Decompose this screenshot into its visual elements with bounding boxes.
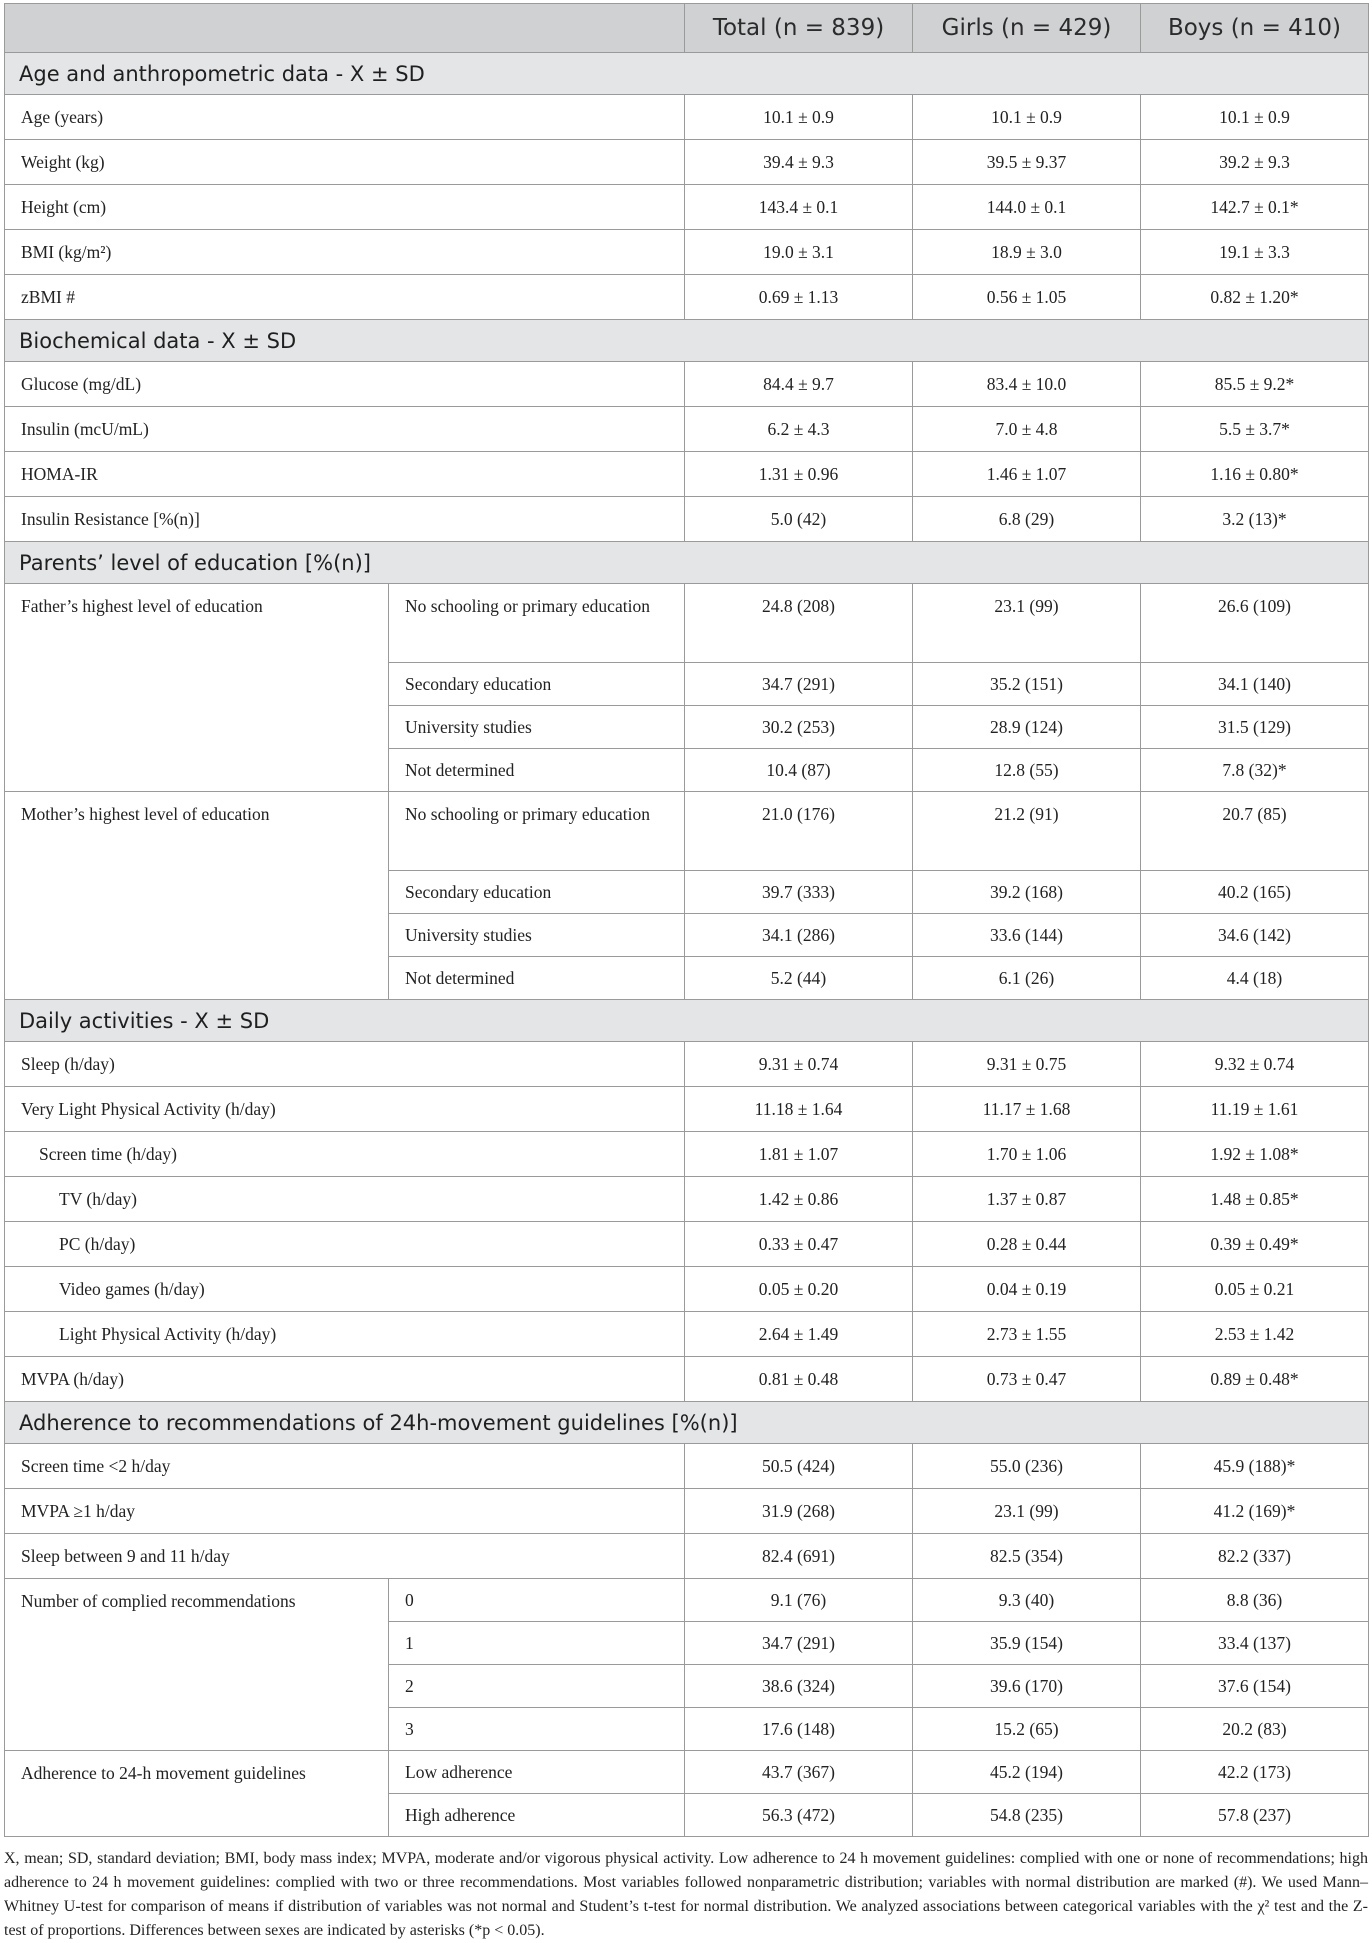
row-label: MVPA ≥1 h/day — [5, 1489, 685, 1534]
row-label: TV (h/day) — [5, 1177, 685, 1222]
row-label: Age (years) — [5, 95, 685, 140]
cell-boys: 1.16 ± 0.80* — [1141, 452, 1369, 497]
table-row — [5, 497, 1369, 542]
sub-label: No schooling or primary education — [389, 584, 685, 663]
header-blank — [5, 4, 685, 53]
header-boys: Boys (n = 410) — [1141, 4, 1369, 53]
cell-girls: 9.3 (40) — [913, 1579, 1141, 1622]
cell-boys: 2.53 ± 1.42 — [1141, 1312, 1369, 1357]
section-row — [5, 1000, 1369, 1042]
cell-girls: 1.70 ± 1.06 — [913, 1132, 1141, 1177]
cell-boys: 85.5 ± 9.2* — [1141, 362, 1369, 407]
cell-boys: 42.2 (173) — [1141, 1751, 1369, 1794]
cell-total: 39.4 ± 9.3 — [685, 140, 913, 185]
cell-boys: 34.1 (140) — [1141, 663, 1369, 706]
cell-total: 43.7 (367) — [685, 1751, 913, 1794]
cell-boys: 20.7 (85) — [1141, 792, 1369, 871]
cell-girls: 28.9 (124) — [913, 706, 1141, 749]
row-label: Very Light Physical Activity (h/day) — [5, 1087, 685, 1132]
sub-label: 0 — [389, 1579, 685, 1622]
table-container — [4, 3, 1368, 1943]
cell-total: 38.6 (324) — [685, 1665, 913, 1708]
row-label: Insulin Resistance [%(n)] — [5, 497, 685, 542]
cell-boys: 0.89 ± 0.48* — [1141, 1357, 1369, 1402]
row-label: Glucose (mg/dL) — [5, 362, 685, 407]
cell-boys: 0.39 ± 0.49* — [1141, 1222, 1369, 1267]
cell-girls: 6.1 (26) — [913, 957, 1141, 1000]
cell-total: 34.7 (291) — [685, 1622, 913, 1665]
cell-total: 5.2 (44) — [685, 957, 913, 1000]
cell-boys: 1.92 ± 1.08* — [1141, 1132, 1369, 1177]
header-total: Total (n = 839) — [685, 4, 913, 53]
sub-label: High adherence — [389, 1794, 685, 1837]
cell-girls: 21.2 (91) — [913, 792, 1141, 871]
table-row — [5, 1751, 1369, 1794]
table-footnote: X, mean; SD, standard deviation; BMI, body mass index; MVPA, moderate and/or vigorous physical activity. Low adherence to 24 h movement guidelines: complied with one or none of recommendations; high adherence to 24 h movement guidelines: complied with two or three recommendations. Most variables followed nonparametric distribution; variables with normal distribution are marked (#). We used Mann–Whitney U-test for comparison of means if distribution of variables was not normal and Student’s t-test for normal distribution. We analyzed associations between categorical variables with the χ² test and the Z-test of proportions. Differences between sexes are indicated by asterisks (*p < 0.05). — [4, 1850, 1368, 1939]
cell-girls: 9.31 ± 0.75 — [913, 1042, 1141, 1087]
cell-girls: 33.6 (144) — [913, 914, 1141, 957]
table-row — [5, 1267, 1369, 1312]
table-row — [5, 1222, 1369, 1267]
cell-total: 10.1 ± 0.9 — [685, 95, 913, 140]
cell-boys: 41.2 (169)* — [1141, 1489, 1369, 1534]
sub-label: 2 — [389, 1665, 685, 1708]
cell-total: 50.5 (424) — [685, 1444, 913, 1489]
table-row — [5, 1042, 1369, 1087]
section-adherence: Adherence to recommendations of 24h-movement guidelines [%(n)] — [5, 1402, 1369, 1444]
cell-girls: 12.8 (55) — [913, 749, 1141, 792]
group-label-complied: Number of complied recommendations — [5, 1579, 389, 1751]
row-label: Video games (h/day) — [5, 1267, 685, 1312]
table-row — [5, 1132, 1369, 1177]
section-row — [5, 53, 1369, 95]
table-row — [5, 584, 1369, 663]
cell-total: 11.18 ± 1.64 — [685, 1087, 913, 1132]
cell-girls: 1.46 ± 1.07 — [913, 452, 1141, 497]
cell-boys: 11.19 ± 1.61 — [1141, 1087, 1369, 1132]
cell-total: 0.33 ± 0.47 — [685, 1222, 913, 1267]
cell-total: 1.81 ± 1.07 — [685, 1132, 913, 1177]
cell-total: 82.4 (691) — [685, 1534, 913, 1579]
cell-girls: 10.1 ± 0.9 — [913, 95, 1141, 140]
cell-girls: 82.5 (354) — [913, 1534, 1141, 1579]
table-row — [5, 140, 1369, 185]
cell-total: 5.0 (42) — [685, 497, 913, 542]
cell-total: 39.7 (333) — [685, 871, 913, 914]
row-label: Screen time (h/day) — [5, 1132, 685, 1177]
section-row — [5, 542, 1369, 584]
cell-boys: 5.5 ± 3.7* — [1141, 407, 1369, 452]
cell-boys: 0.05 ± 0.21 — [1141, 1267, 1369, 1312]
cell-total: 0.81 ± 0.48 — [685, 1357, 913, 1402]
section-row — [5, 320, 1369, 362]
cell-boys: 8.8 (36) — [1141, 1579, 1369, 1622]
cell-girls: 11.17 ± 1.68 — [913, 1087, 1141, 1132]
group-label-mother: Mother’s highest level of education — [5, 792, 389, 1000]
table-row — [5, 275, 1369, 320]
cell-boys: 34.6 (142) — [1141, 914, 1369, 957]
header-girls: Girls (n = 429) — [913, 4, 1141, 53]
sub-label: Low adherence — [389, 1751, 685, 1794]
cell-girls: 23.1 (99) — [913, 1489, 1141, 1534]
cell-girls: 15.2 (65) — [913, 1708, 1141, 1751]
cell-boys: 82.2 (337) — [1141, 1534, 1369, 1579]
cell-boys: 45.9 (188)* — [1141, 1444, 1369, 1489]
row-label: Light Physical Activity (h/day) — [5, 1312, 685, 1357]
characteristics-table — [4, 3, 1369, 1837]
cell-boys: 0.82 ± 1.20* — [1141, 275, 1369, 320]
cell-girls: 45.2 (194) — [913, 1751, 1141, 1794]
cell-girls: 144.0 ± 0.1 — [913, 185, 1141, 230]
row-label: PC (h/day) — [5, 1222, 685, 1267]
section-daily: Daily activities - X ± SD — [5, 1000, 1369, 1042]
cell-boys: 33.4 (137) — [1141, 1622, 1369, 1665]
cell-total: 34.7 (291) — [685, 663, 913, 706]
cell-total: 24.8 (208) — [685, 584, 913, 663]
row-label: Sleep (h/day) — [5, 1042, 685, 1087]
table-row — [5, 792, 1369, 871]
table-row — [5, 407, 1369, 452]
cell-boys: 142.7 ± 0.1* — [1141, 185, 1369, 230]
cell-boys: 1.48 ± 0.85* — [1141, 1177, 1369, 1222]
table-row — [5, 95, 1369, 140]
cell-boys: 19.1 ± 3.3 — [1141, 230, 1369, 275]
cell-total: 1.31 ± 0.96 — [685, 452, 913, 497]
cell-total: 56.3 (472) — [685, 1794, 913, 1837]
cell-total: 9.31 ± 0.74 — [685, 1042, 913, 1087]
cell-boys: 57.8 (237) — [1141, 1794, 1369, 1837]
cell-total: 0.69 ± 1.13 — [685, 275, 913, 320]
row-label: Height (cm) — [5, 185, 685, 230]
cell-girls: 0.56 ± 1.05 — [913, 275, 1141, 320]
cell-total: 21.0 (176) — [685, 792, 913, 871]
cell-boys: 31.5 (129) — [1141, 706, 1369, 749]
cell-boys: 40.2 (165) — [1141, 871, 1369, 914]
table-row — [5, 1579, 1369, 1622]
cell-total: 30.2 (253) — [685, 706, 913, 749]
row-label: MVPA (h/day) — [5, 1357, 685, 1402]
cell-boys: 20.2 (83) — [1141, 1708, 1369, 1751]
section-row — [5, 1402, 1369, 1444]
cell-girls: 2.73 ± 1.55 — [913, 1312, 1141, 1357]
row-label: Insulin (mcU/mL) — [5, 407, 685, 452]
cell-total: 143.4 ± 0.1 — [685, 185, 913, 230]
cell-boys: 39.2 ± 9.3 — [1141, 140, 1369, 185]
cell-boys: 9.32 ± 0.74 — [1141, 1042, 1369, 1087]
table-row — [5, 362, 1369, 407]
section-parents: Parents’ level of education [%(n)] — [5, 542, 1369, 584]
table-row — [5, 452, 1369, 497]
header-row — [5, 4, 1369, 53]
row-label: BMI (kg/m²) — [5, 230, 685, 275]
cell-total: 34.1 (286) — [685, 914, 913, 957]
cell-total: 1.42 ± 0.86 — [685, 1177, 913, 1222]
cell-total: 19.0 ± 3.1 — [685, 230, 913, 275]
cell-girls: 1.37 ± 0.87 — [913, 1177, 1141, 1222]
cell-girls: 54.8 (235) — [913, 1794, 1141, 1837]
table-row — [5, 1357, 1369, 1402]
sub-label: Not determined — [389, 749, 685, 792]
cell-boys: 3.2 (13)* — [1141, 497, 1369, 542]
cell-girls: 39.5 ± 9.37 — [913, 140, 1141, 185]
group-label-adherence-24h: Adherence to 24-h movement guidelines — [5, 1751, 389, 1837]
cell-girls: 0.28 ± 0.44 — [913, 1222, 1141, 1267]
cell-total: 31.9 (268) — [685, 1489, 913, 1534]
cell-girls: 35.2 (151) — [913, 663, 1141, 706]
cell-boys: 10.1 ± 0.9 — [1141, 95, 1369, 140]
row-label: HOMA-IR — [5, 452, 685, 497]
cell-girls: 6.8 (29) — [913, 497, 1141, 542]
cell-girls: 0.04 ± 0.19 — [913, 1267, 1141, 1312]
cell-total: 9.1 (76) — [685, 1579, 913, 1622]
sub-label: University studies — [389, 914, 685, 957]
table-row — [5, 230, 1369, 275]
sub-label: University studies — [389, 706, 685, 749]
cell-total: 2.64 ± 1.49 — [685, 1312, 913, 1357]
cell-boys: 37.6 (154) — [1141, 1665, 1369, 1708]
cell-total: 6.2 ± 4.3 — [685, 407, 913, 452]
sub-label: Secondary education — [389, 871, 685, 914]
sub-label: Secondary education — [389, 663, 685, 706]
cell-girls: 83.4 ± 10.0 — [913, 362, 1141, 407]
cell-girls: 18.9 ± 3.0 — [913, 230, 1141, 275]
sub-label: 3 — [389, 1708, 685, 1751]
cell-total: 0.05 ± 0.20 — [685, 1267, 913, 1312]
cell-girls: 55.0 (236) — [913, 1444, 1141, 1489]
cell-boys: 26.6 (109) — [1141, 584, 1369, 663]
sub-label: Not determined — [389, 957, 685, 1000]
cell-total: 84.4 ± 9.7 — [685, 362, 913, 407]
cell-total: 17.6 (148) — [685, 1708, 913, 1751]
cell-total: 10.4 (87) — [685, 749, 913, 792]
row-label: Screen time <2 h/day — [5, 1444, 685, 1489]
table-row — [5, 1177, 1369, 1222]
cell-girls: 7.0 ± 4.8 — [913, 407, 1141, 452]
sub-label: No schooling or primary education — [389, 792, 685, 871]
group-label-father: Father’s highest level of education — [5, 584, 389, 792]
cell-girls: 0.73 ± 0.47 — [913, 1357, 1141, 1402]
section-biochem: Biochemical data - X ± SD — [5, 320, 1369, 362]
cell-boys: 4.4 (18) — [1141, 957, 1369, 1000]
table-row — [5, 1312, 1369, 1357]
table-row — [5, 1534, 1369, 1579]
table-row — [5, 1087, 1369, 1132]
cell-girls: 39.6 (170) — [913, 1665, 1141, 1708]
table-row — [5, 1489, 1369, 1534]
cell-boys: 7.8 (32)* — [1141, 749, 1369, 792]
row-label: zBMI # — [5, 275, 685, 320]
cell-girls: 23.1 (99) — [913, 584, 1141, 663]
cell-girls: 39.2 (168) — [913, 871, 1141, 914]
table-row — [5, 185, 1369, 230]
cell-girls: 35.9 (154) — [913, 1622, 1141, 1665]
row-label: Weight (kg) — [5, 140, 685, 185]
table-row — [5, 1444, 1369, 1489]
section-anthro: Age and anthropometric data - X ± SD — [5, 53, 1369, 95]
row-label: Sleep between 9 and 11 h/day — [5, 1534, 685, 1579]
sub-label: 1 — [389, 1622, 685, 1665]
